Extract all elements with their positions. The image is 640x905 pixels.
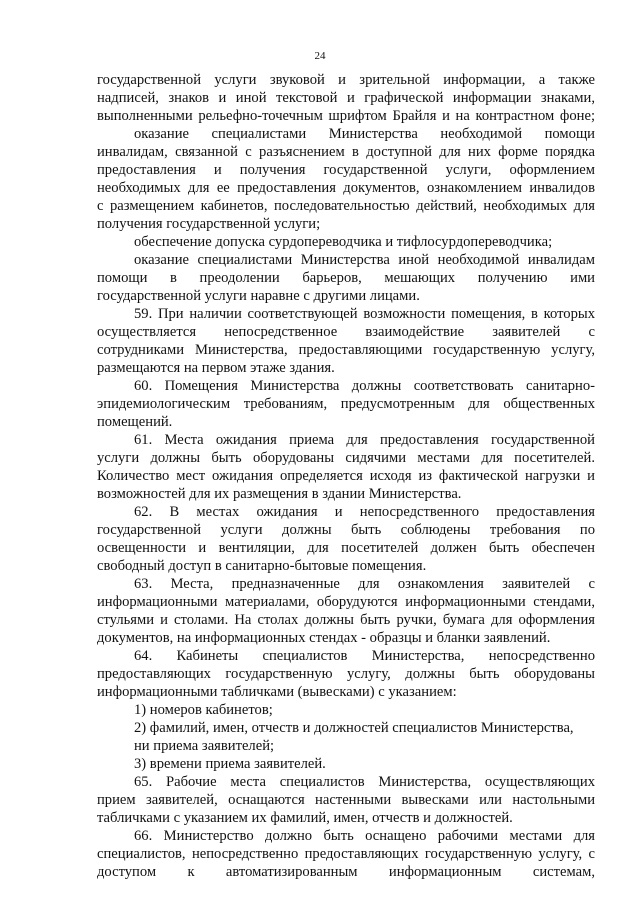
text-line: 66. Министерство должно быть оснащено рабочими местами для [134, 828, 595, 844]
text-line: обеспечение допуска сурдопереводчика и тифлосурдопереводчика; [134, 234, 553, 250]
text-line: информационными табличками (вывесками) с указанием: [97, 684, 457, 700]
text-line: 1) номеров кабинетов; [134, 702, 273, 718]
text-line: 61. Места ожидания приема для предоставления государственной [134, 432, 595, 448]
text-line: выполненными рельефно-точечным шрифтом Брайля и на контрастном фоне; [97, 108, 595, 124]
text-line: 59. При наличии соответствующей возможности помещения, в которых [134, 306, 595, 322]
text-line: доступом к автоматизированным информационным системам, [97, 864, 595, 880]
text-line: свободный доступ в санитарно-бытовые помещения. [97, 558, 427, 574]
text-line: с размещением кабинетов, последовательностью действий, необходимых для [97, 198, 595, 214]
page-number: 24 [314, 50, 326, 62]
text-line: государственной услуги звуковой и зрительной информации, а также [97, 72, 595, 88]
text-line: стульями и столами. На столах должны быть ручки, бумага для оформления [97, 612, 595, 628]
text-line: возможностей для их размещения в здании Министерства. [97, 486, 462, 502]
text-line: специалистов, непосредственно предоставляющих государственную услугу, с [97, 846, 595, 862]
text-line: 62. В местах ожидания и непосредственного предоставления [134, 504, 595, 520]
text-line: табличками с указанием их фамилий, имен, отчеств и должностей. [97, 810, 513, 826]
text-line: предоставления и получения государственной услуги, оформлением [97, 162, 595, 178]
text-line: 65. Рабочие места специалистов Министерства, осуществляющих [134, 774, 595, 790]
text-line: помощи в преодолении барьеров, мешающих получению ими [97, 270, 595, 286]
text-line: прием заявителей, оснащаются настенными вывесками или настольными [97, 792, 595, 808]
text-line: документов, на информационных стендах - образцы и бланки заявлений. [97, 630, 551, 646]
text-line: получения государственной услуги; [97, 216, 321, 232]
text-line: информационными материалами, оборудуются информационными стендами, [97, 594, 595, 610]
text-line: 3) времени приема заявителей. [134, 756, 326, 772]
text-line: сотрудниками Министерства, предоставляющими государственную услугу, [97, 342, 595, 358]
text-line: инвалидам, связанной с разъяснением в доступной для них форме порядка [97, 144, 595, 160]
text-line: эпидемиологическим требованиям, предусмотренным для общественных [97, 396, 595, 412]
text-line: необходимых для ее предоставления документов, ознакомлением инвалидов [97, 180, 595, 196]
text-line: ни приема заявителей; [134, 738, 275, 754]
text-line: оказание специалистами Министерства необходимой помощи [134, 126, 595, 142]
text-line: государственной услуги наравне с другими лицами. [97, 288, 420, 304]
text-line: осуществляется непосредственное взаимодействие заявителей с [97, 324, 595, 340]
text-line: государственной услуги должны быть соблюдены требования по [97, 522, 595, 538]
text-line: помещений. [97, 414, 173, 430]
text-line: услуги должны быть оборудованы сидячими местами для посетителей. [97, 450, 595, 466]
text-line: 63. Места, предназначенные для ознакомления заявителей с [134, 576, 595, 592]
text-line: 60. Помещения Министерства должны соответствовать санитарно- [134, 378, 595, 394]
text-line: надписей, знаков и иной текстовой и графической информации знаками, [97, 90, 595, 106]
body-text [97, 71, 595, 881]
text-line: оказание специалистами Министерства иной необходимой инвалидам [134, 252, 595, 268]
text-line: размещаются на первом этаже здания. [97, 360, 335, 376]
text-line: Количество мест ожидания определяется исходя из фактической нагрузки и [97, 468, 595, 484]
text-line: 64. Кабинеты специалистов Министерства, непосредственно [134, 648, 595, 664]
text-line: освещенности и вентиляции, для посетителей должен быть обеспечен [97, 540, 595, 556]
text-line: 2) фамилий, имен, отчеств и должностей специалистов Министерства, [134, 720, 574, 736]
text-line: предоставляющих государственную услугу, должны быть оборудованы [97, 666, 595, 682]
